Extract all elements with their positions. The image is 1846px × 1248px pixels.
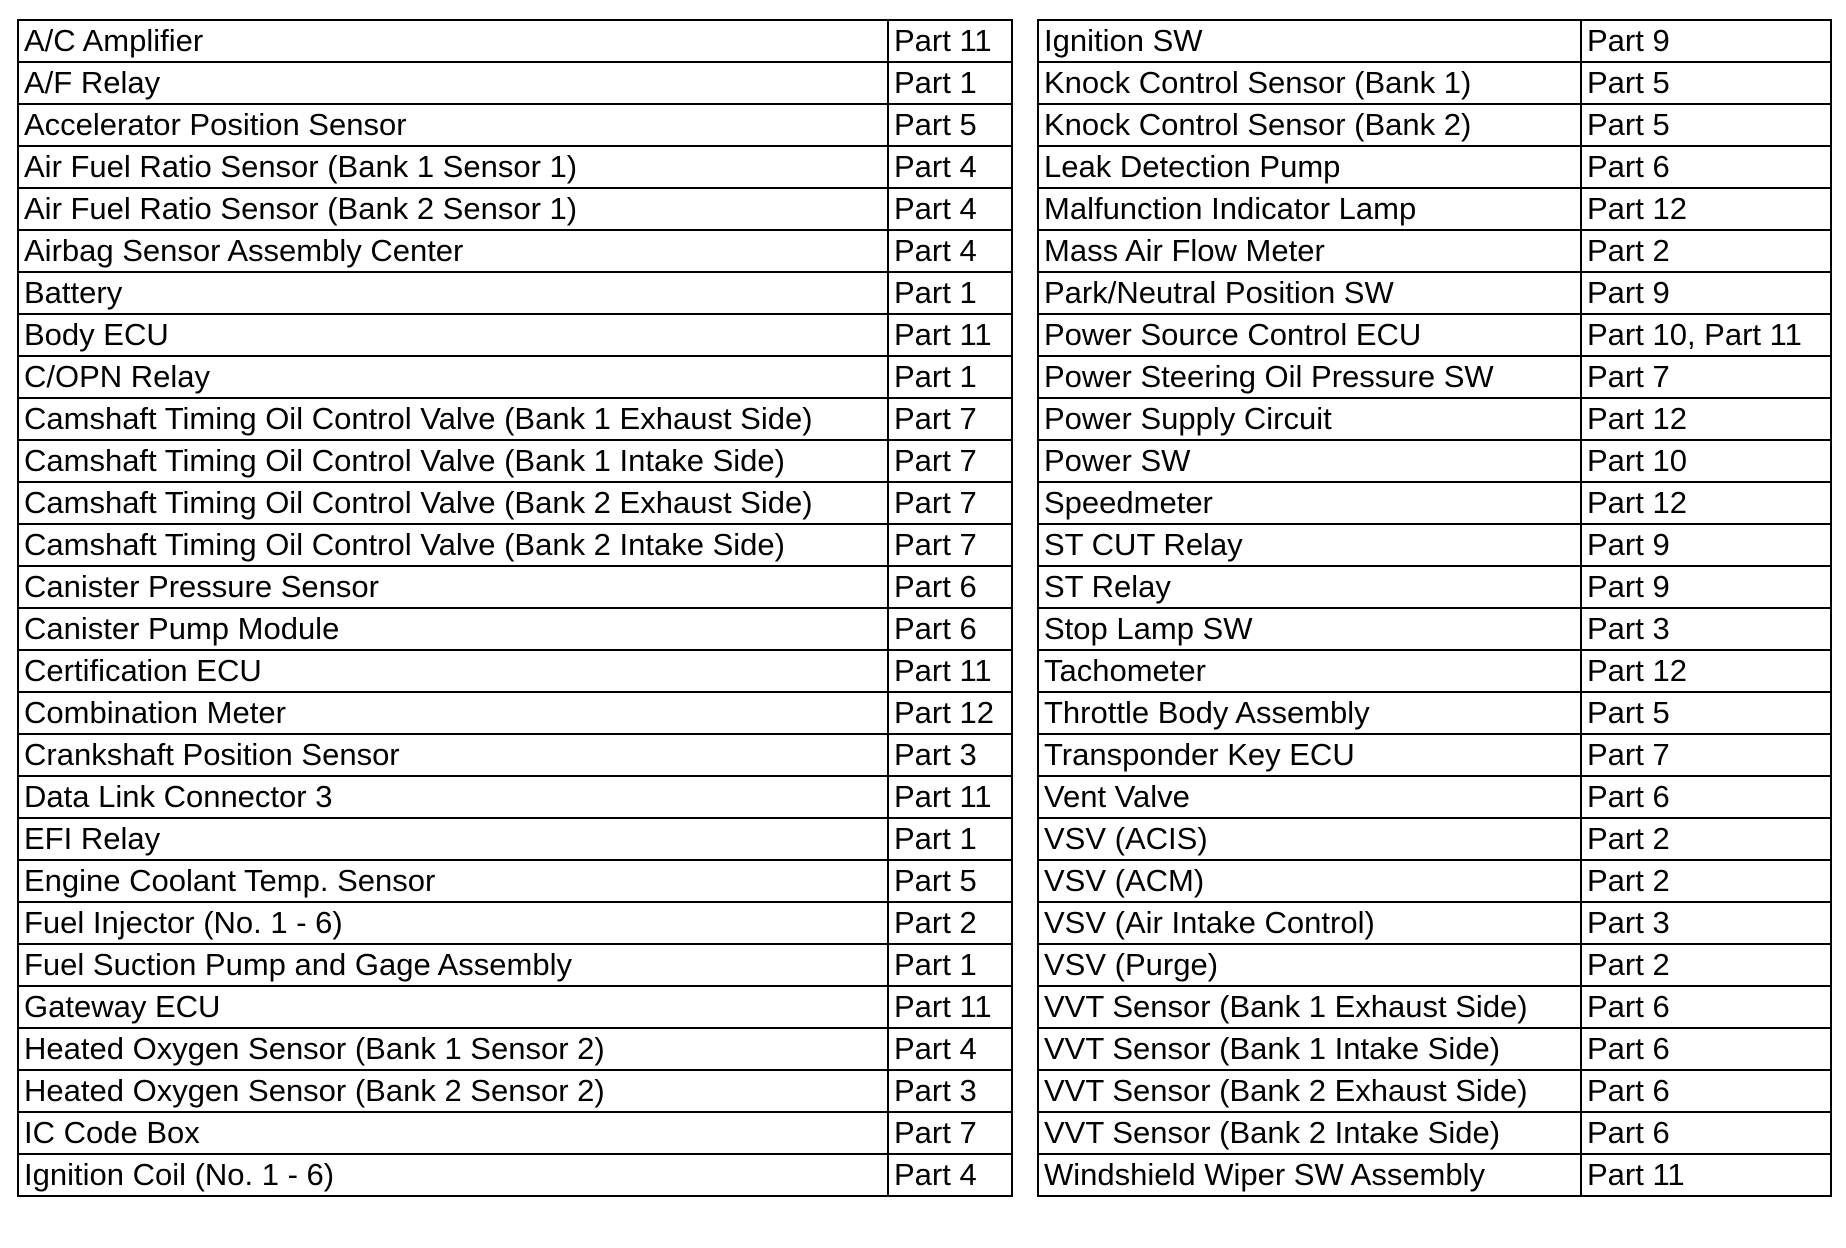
table-row (18, 1112, 1831, 1154)
right-part-ref: Part 6 (1581, 1028, 1831, 1070)
table-row (18, 524, 1831, 566)
right-part-ref: Part 9 (1581, 20, 1831, 62)
right-part-ref: Part 12 (1581, 398, 1831, 440)
left-component-name: A/C Amplifier (18, 20, 888, 62)
left-part-ref: Part 4 (888, 1028, 1012, 1070)
right-component-name: Power Supply Circuit (1038, 398, 1581, 440)
right-component-name: VSV (ACM) (1038, 860, 1581, 902)
column-gap (1012, 356, 1038, 398)
table-row (18, 62, 1831, 104)
table-row (18, 356, 1831, 398)
left-part-ref: Part 2 (888, 902, 1012, 944)
left-part-ref: Part 11 (888, 314, 1012, 356)
right-part-ref: Part 11 (1581, 1154, 1831, 1196)
left-part-ref: Part 11 (888, 20, 1012, 62)
left-part-ref: Part 1 (888, 944, 1012, 986)
table-row (18, 482, 1831, 524)
right-part-ref: Part 9 (1581, 272, 1831, 314)
left-component-name: Heated Oxygen Sensor (Bank 2 Sensor 2) (18, 1070, 888, 1112)
left-component-name: Ignition Coil (No. 1 - 6) (18, 1154, 888, 1196)
right-component-name: VSV (Purge) (1038, 944, 1581, 986)
left-part-ref: Part 4 (888, 146, 1012, 188)
left-component-name: Fuel Injector (No. 1 - 6) (18, 902, 888, 944)
right-component-name: Power Steering Oil Pressure SW (1038, 356, 1581, 398)
right-part-ref: Part 10, Part 11 (1581, 314, 1831, 356)
right-part-ref: Part 6 (1581, 1112, 1831, 1154)
column-gap (1012, 1028, 1038, 1070)
column-gap (1012, 524, 1038, 566)
column-gap (1012, 272, 1038, 314)
right-part-ref: Part 6 (1581, 776, 1831, 818)
left-part-ref: Part 1 (888, 272, 1012, 314)
left-part-ref: Part 6 (888, 608, 1012, 650)
right-component-name: VVT Sensor (Bank 2 Exhaust Side) (1038, 1070, 1581, 1112)
right-component-name: Mass Air Flow Meter (1038, 230, 1581, 272)
left-component-name: Combination Meter (18, 692, 888, 734)
right-component-name: VVT Sensor (Bank 1 Exhaust Side) (1038, 986, 1581, 1028)
table-row (18, 1028, 1831, 1070)
table-row (18, 1070, 1831, 1112)
right-part-ref: Part 10 (1581, 440, 1831, 482)
right-part-ref: Part 6 (1581, 986, 1831, 1028)
left-part-ref: Part 4 (888, 230, 1012, 272)
left-part-ref: Part 5 (888, 104, 1012, 146)
column-gap (1012, 986, 1038, 1028)
column-gap (1012, 776, 1038, 818)
column-gap (1012, 944, 1038, 986)
right-component-name: Park/Neutral Position SW (1038, 272, 1581, 314)
right-component-name: Windshield Wiper SW Assembly (1038, 1154, 1581, 1196)
component-index-sheet (17, 19, 1832, 1197)
right-part-ref: Part 2 (1581, 944, 1831, 986)
right-part-ref: Part 5 (1581, 104, 1831, 146)
left-component-name: C/OPN Relay (18, 356, 888, 398)
column-gap (1012, 62, 1038, 104)
left-part-ref: Part 3 (888, 1070, 1012, 1112)
table-row (18, 776, 1831, 818)
left-component-name: Canister Pressure Sensor (18, 566, 888, 608)
left-part-ref: Part 7 (888, 524, 1012, 566)
left-part-ref: Part 4 (888, 188, 1012, 230)
column-gap (1012, 104, 1038, 146)
left-part-ref: Part 1 (888, 356, 1012, 398)
component-index-table (17, 19, 1832, 1197)
right-part-ref: Part 5 (1581, 62, 1831, 104)
right-part-ref: Part 12 (1581, 188, 1831, 230)
left-part-ref: Part 11 (888, 776, 1012, 818)
column-gap (1012, 482, 1038, 524)
right-component-name: Power SW (1038, 440, 1581, 482)
left-part-ref: Part 11 (888, 650, 1012, 692)
left-component-name: IC Code Box (18, 1112, 888, 1154)
left-part-ref: Part 4 (888, 1154, 1012, 1196)
left-component-name: Fuel Suction Pump and Gage Assembly (18, 944, 888, 986)
table-row (18, 944, 1831, 986)
table-row (18, 986, 1831, 1028)
column-gap (1012, 818, 1038, 860)
column-gap (1012, 608, 1038, 650)
left-component-name: Air Fuel Ratio Sensor (Bank 1 Sensor 1) (18, 146, 888, 188)
left-component-name: Battery (18, 272, 888, 314)
right-component-name: Knock Control Sensor (Bank 1) (1038, 62, 1581, 104)
column-gap (1012, 398, 1038, 440)
column-gap (1012, 20, 1038, 62)
right-part-ref: Part 2 (1581, 230, 1831, 272)
right-component-name: Throttle Body Assembly (1038, 692, 1581, 734)
right-component-name: Transponder Key ECU (1038, 734, 1581, 776)
table-row (18, 650, 1831, 692)
left-part-ref: Part 1 (888, 62, 1012, 104)
left-component-name: Crankshaft Position Sensor (18, 734, 888, 776)
left-part-ref: Part 11 (888, 986, 1012, 1028)
left-component-name: Camshaft Timing Oil Control Valve (Bank 2 Exhaust Side) (18, 482, 888, 524)
left-component-name: A/F Relay (18, 62, 888, 104)
column-gap (1012, 146, 1038, 188)
right-component-name: Stop Lamp SW (1038, 608, 1581, 650)
column-gap (1012, 566, 1038, 608)
column-gap (1012, 860, 1038, 902)
table-row (18, 734, 1831, 776)
right-part-ref: Part 3 (1581, 902, 1831, 944)
column-gap (1012, 1070, 1038, 1112)
column-gap (1012, 188, 1038, 230)
right-component-name: ST CUT Relay (1038, 524, 1581, 566)
left-part-ref: Part 7 (888, 440, 1012, 482)
left-component-name: Canister Pump Module (18, 608, 888, 650)
right-component-name: Knock Control Sensor (Bank 2) (1038, 104, 1581, 146)
column-gap (1012, 692, 1038, 734)
column-gap (1012, 902, 1038, 944)
left-component-name: Accelerator Position Sensor (18, 104, 888, 146)
column-gap (1012, 1154, 1038, 1196)
table-row (18, 314, 1831, 356)
right-part-ref: Part 2 (1581, 860, 1831, 902)
right-component-name: Speedmeter (1038, 482, 1581, 524)
left-part-ref: Part 7 (888, 482, 1012, 524)
right-component-name: Power Source Control ECU (1038, 314, 1581, 356)
left-part-ref: Part 3 (888, 734, 1012, 776)
table-row (18, 230, 1831, 272)
right-part-ref: Part 2 (1581, 818, 1831, 860)
right-part-ref: Part 9 (1581, 524, 1831, 566)
table-row (18, 188, 1831, 230)
right-component-name: VVT Sensor (Bank 1 Intake Side) (1038, 1028, 1581, 1070)
right-component-name: ST Relay (1038, 566, 1581, 608)
table-row (18, 818, 1831, 860)
left-component-name: EFI Relay (18, 818, 888, 860)
left-component-name: Camshaft Timing Oil Control Valve (Bank 1 Exhaust Side) (18, 398, 888, 440)
table-row (18, 1154, 1831, 1196)
right-component-name: Ignition SW (1038, 20, 1581, 62)
right-part-ref: Part 6 (1581, 146, 1831, 188)
left-component-name: Certification ECU (18, 650, 888, 692)
left-component-name: Gateway ECU (18, 986, 888, 1028)
left-part-ref: Part 7 (888, 398, 1012, 440)
right-part-ref: Part 5 (1581, 692, 1831, 734)
left-component-name: Airbag Sensor Assembly Center (18, 230, 888, 272)
right-part-ref: Part 7 (1581, 734, 1831, 776)
right-component-name: Vent Valve (1038, 776, 1581, 818)
column-gap (1012, 314, 1038, 356)
component-index-body (18, 20, 1831, 1196)
left-component-name: Body ECU (18, 314, 888, 356)
column-gap (1012, 734, 1038, 776)
right-component-name: Tachometer (1038, 650, 1581, 692)
right-part-ref: Part 9 (1581, 566, 1831, 608)
left-component-name: Camshaft Timing Oil Control Valve (Bank 2 Intake Side) (18, 524, 888, 566)
left-part-ref: Part 1 (888, 818, 1012, 860)
left-component-name: Air Fuel Ratio Sensor (Bank 2 Sensor 1) (18, 188, 888, 230)
table-row (18, 566, 1831, 608)
right-component-name: Malfunction Indicator Lamp (1038, 188, 1581, 230)
right-component-name: VSV (Air Intake Control) (1038, 902, 1581, 944)
table-row (18, 608, 1831, 650)
column-gap (1012, 440, 1038, 482)
column-gap (1012, 230, 1038, 272)
right-component-name: VSV (ACIS) (1038, 818, 1581, 860)
table-row (18, 20, 1831, 62)
right-part-ref: Part 12 (1581, 482, 1831, 524)
column-gap (1012, 1112, 1038, 1154)
table-row (18, 104, 1831, 146)
left-part-ref: Part 6 (888, 566, 1012, 608)
table-row (18, 902, 1831, 944)
table-row (18, 440, 1831, 482)
left-component-name: Heated Oxygen Sensor (Bank 1 Sensor 2) (18, 1028, 888, 1070)
right-part-ref: Part 6 (1581, 1070, 1831, 1112)
left-component-name: Camshaft Timing Oil Control Valve (Bank 1 Intake Side) (18, 440, 888, 482)
right-part-ref: Part 12 (1581, 650, 1831, 692)
table-row (18, 398, 1831, 440)
right-part-ref: Part 7 (1581, 356, 1831, 398)
column-gap (1012, 650, 1038, 692)
right-component-name: VVT Sensor (Bank 2 Intake Side) (1038, 1112, 1581, 1154)
right-part-ref: Part 3 (1581, 608, 1831, 650)
right-component-name: Leak Detection Pump (1038, 146, 1581, 188)
table-row (18, 692, 1831, 734)
left-part-ref: Part 5 (888, 860, 1012, 902)
left-component-name: Engine Coolant Temp. Sensor (18, 860, 888, 902)
table-row (18, 860, 1831, 902)
left-part-ref: Part 12 (888, 692, 1012, 734)
table-row (18, 146, 1831, 188)
left-part-ref: Part 7 (888, 1112, 1012, 1154)
left-component-name: Data Link Connector 3 (18, 776, 888, 818)
table-row (18, 272, 1831, 314)
